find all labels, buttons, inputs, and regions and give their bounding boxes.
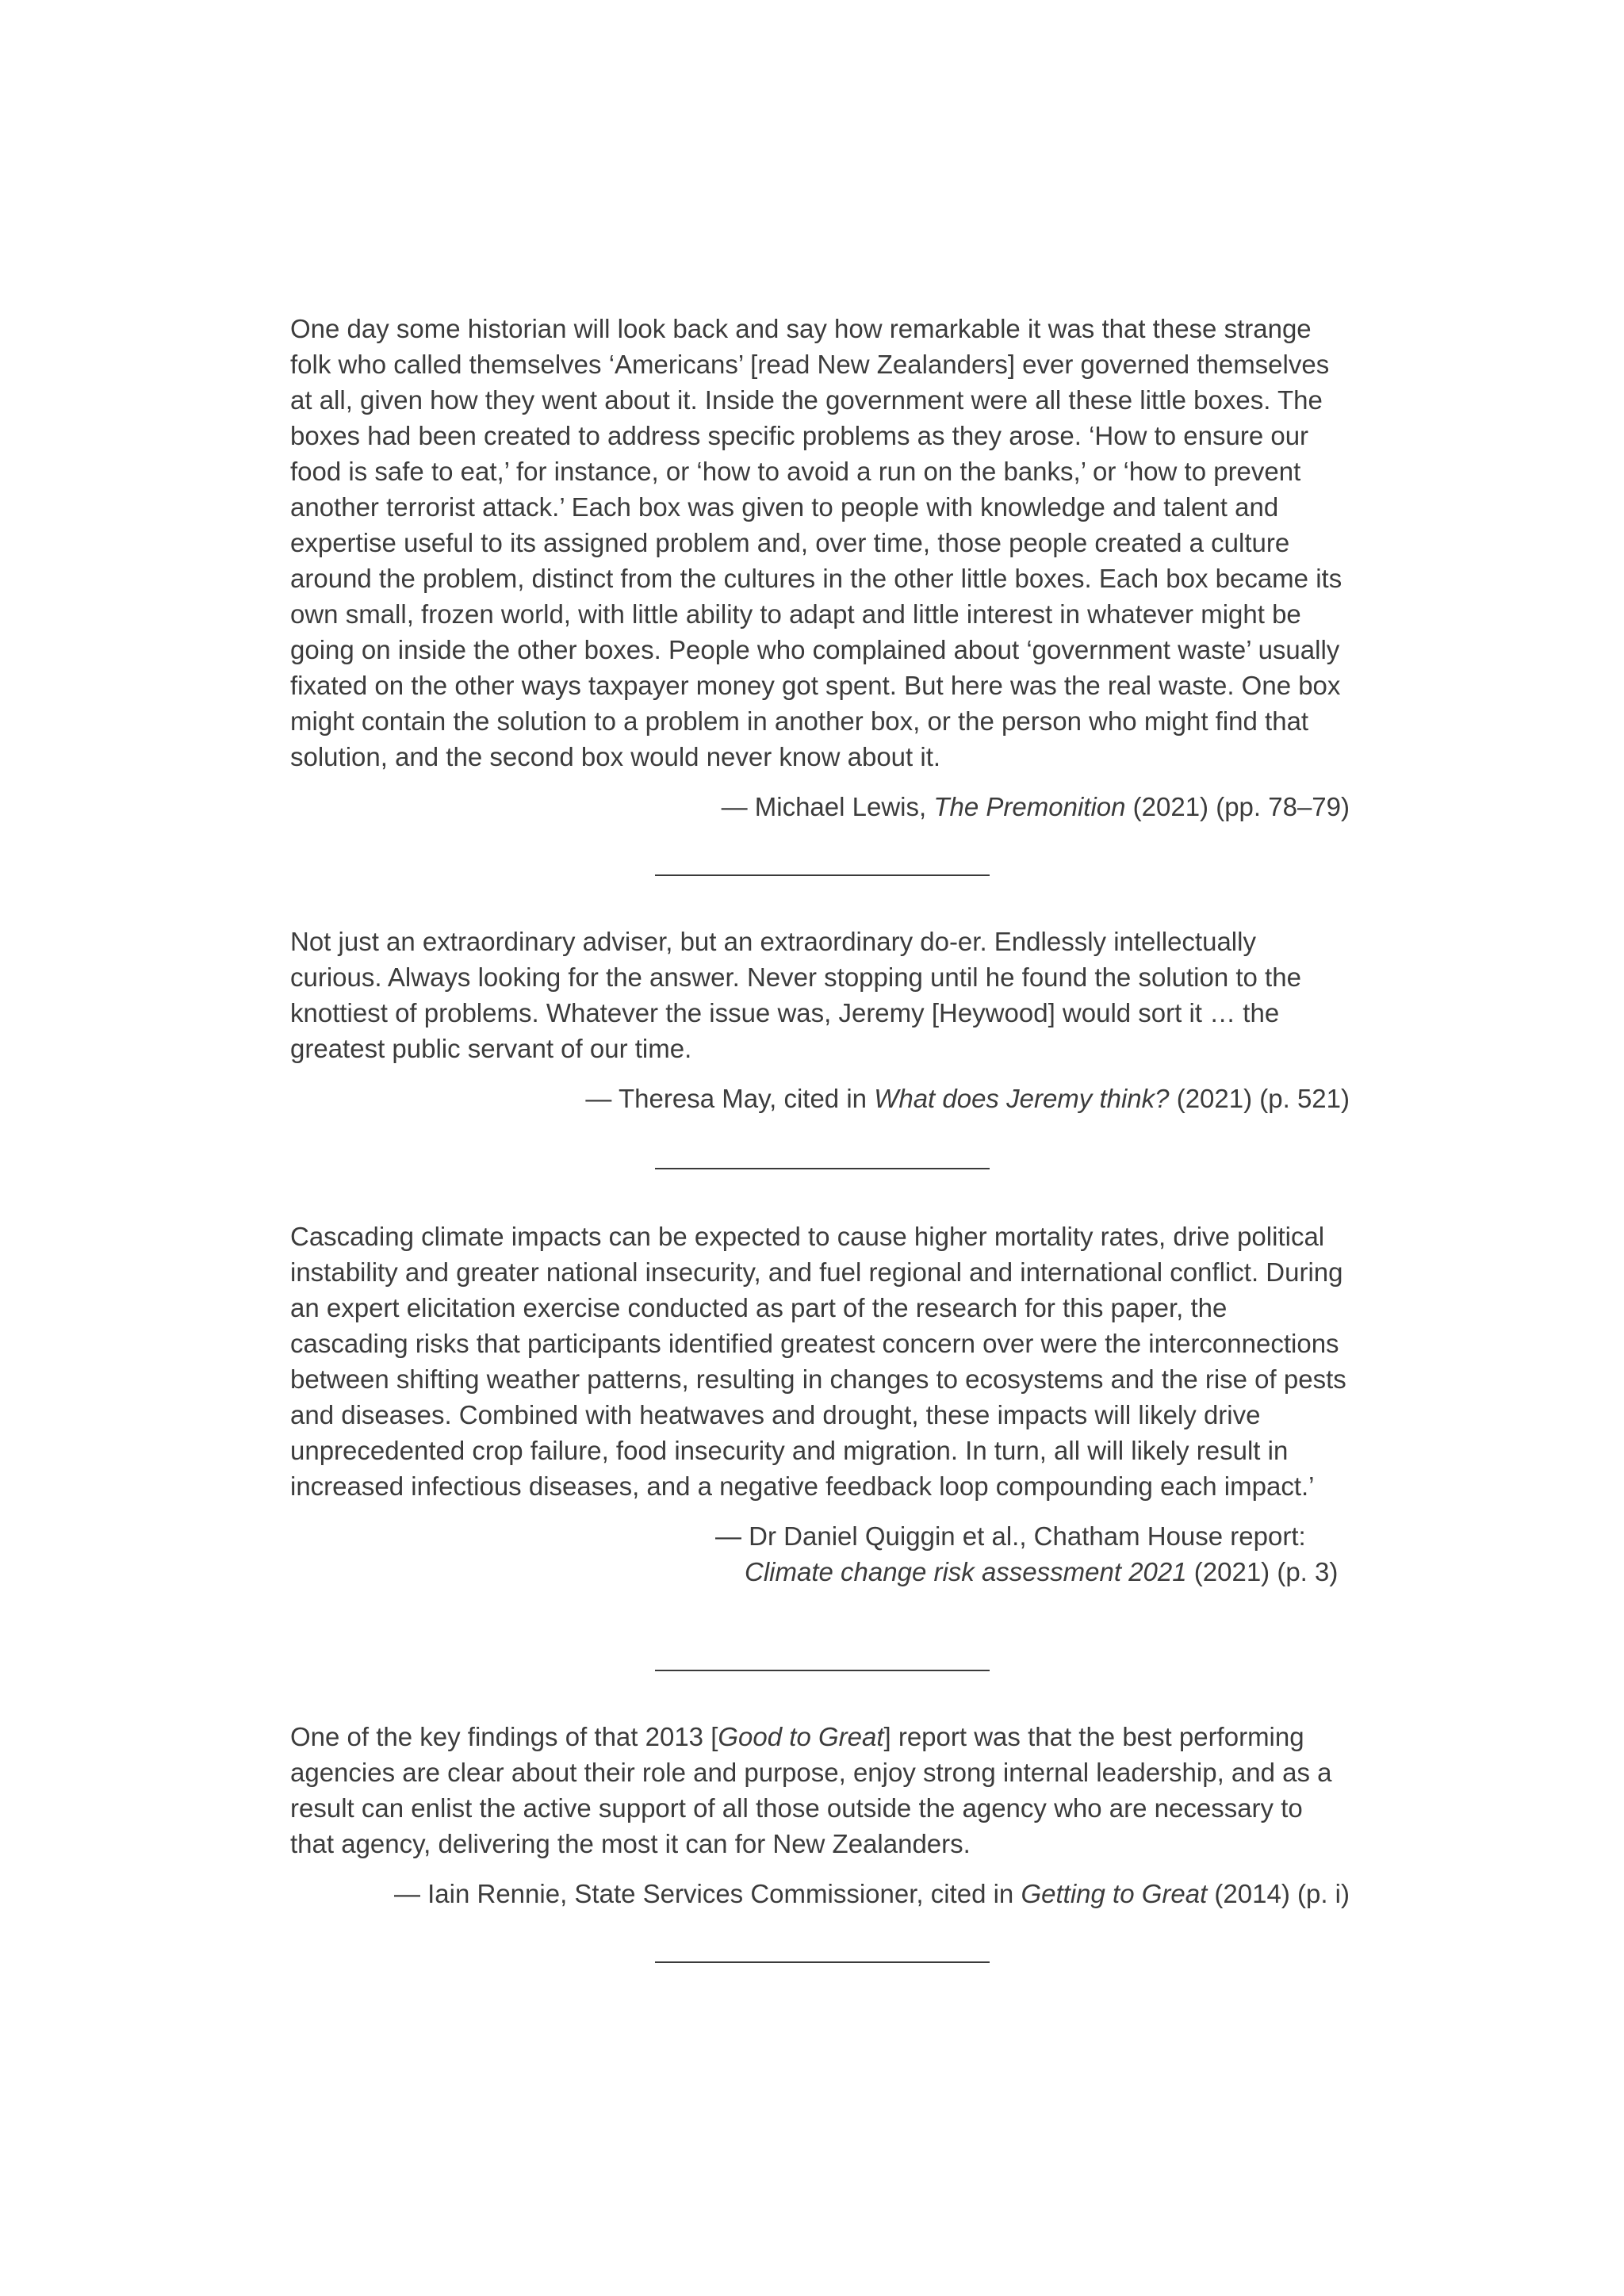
attribution-title: The Premonition xyxy=(933,792,1126,821)
section-divider xyxy=(655,1168,990,1169)
quote-attribution xyxy=(290,1518,1350,1590)
attribution-citation: (2021) (p. 3) xyxy=(1186,1557,1339,1586)
attribution-citation: (2014) (p. i) xyxy=(1207,1879,1350,1908)
attribution-author: — Dr Daniel Quiggin et al., Chatham House report: xyxy=(715,1521,1306,1551)
attribution-author: — Theresa May, cited in xyxy=(585,1084,875,1113)
quote-block-rennie xyxy=(290,1719,1350,1911)
attribution-title: Climate change risk assessment 2021 xyxy=(745,1557,1187,1586)
quote-block-lewis xyxy=(290,311,1350,825)
quote-attribution xyxy=(290,1876,1350,1911)
section-divider xyxy=(655,1961,990,1963)
quote-block-quiggin xyxy=(290,1219,1350,1590)
quote-text: One day some historian will look back and say how remarkable it was that these strange folk who called themselves ‘Americans’ [read New Zealanders] ever governed themselves at all, given how they went about it. Inside the government were all these little boxes. The boxes had been created to address specific problems as they arose. ‘How to ensure our food is safe to eat,’ for instance, or ‘how to avoid a run on the banks,’ or ‘how to prevent another terrorist attack.’ Each box was given to people with knowledge and talent and expertise useful to its assigned problem and, over time, those people created a culture around the problem, distinct from the cultures in the other little boxes. Each box became its own small, frozen world, with little ability to adapt and little interest in whatever might be going on inside the other boxes. People who complained about ‘government waste’ usually fixated on the other ways taxpayer money got spent. But here was the real waste. One box might contain the solution to a problem in another box, or the person who might find that solution, and the second box would never know about it. xyxy=(290,314,1342,771)
quote-attribution xyxy=(290,1081,1350,1116)
attribution-line-2 xyxy=(715,1554,1350,1590)
attribution-author: — Iain Rennie, State Services Commissioner, cited in xyxy=(393,1879,1021,1908)
quote-text-italic: Good to Great xyxy=(718,1722,884,1751)
attribution-citation: (2021) (p. 521) xyxy=(1169,1084,1350,1113)
section-divider xyxy=(655,1670,990,1671)
section-divider xyxy=(655,874,990,876)
quote-text xyxy=(290,1719,1350,1862)
quote-attribution xyxy=(290,789,1350,825)
attribution-title: What does Jeremy think? xyxy=(874,1084,1170,1113)
quote-text-part: One of the key findings of that 2013 [ xyxy=(290,1722,718,1751)
quote-text: Cascading climate impacts can be expected to cause higher mortality rates, drive political instability and greater national insecurity, and fuel regional and international conflict. During an expert elicitation exercise conducted as part of the research for this paper, the cascading risks that participants identified greatest concern over were the interconnections between shifting weather patterns, resulting in changes to ecosystems and the rise of pests and diseases. Combined with heatwaves and drought, these impacts will likely drive unprecedented crop failure, food insecurity and migration. In turn, all will likely result in increased infectious diseases, and a negative feedback loop compounding each impact.’ xyxy=(290,1222,1346,1501)
attribution-author: — Michael Lewis, xyxy=(721,792,934,821)
quote-text: Not just an extraordinary adviser, but an extraordinary do-er. Endlessly intellectually curious. Always looking for the answer. Never stopping until he found the solution to the knottiest of problems. Whatever the issue was, Jeremy [Heywood] would sort it … the greatest public servant of our time. xyxy=(290,927,1301,1063)
attribution-title: Getting to Great xyxy=(1021,1879,1208,1908)
attribution-citation: (2021) (pp. 78–79) xyxy=(1125,792,1350,821)
quote-block-may xyxy=(290,924,1350,1116)
quote-text-part: ] report was that the best performing agencies are clear about their role and purpose, enjoy strong internal leadership, and as a result can enlist the active support of all those outside the agency who are necessary to that agency, delivering the most it can for New Zealanders. xyxy=(290,1722,1332,1858)
